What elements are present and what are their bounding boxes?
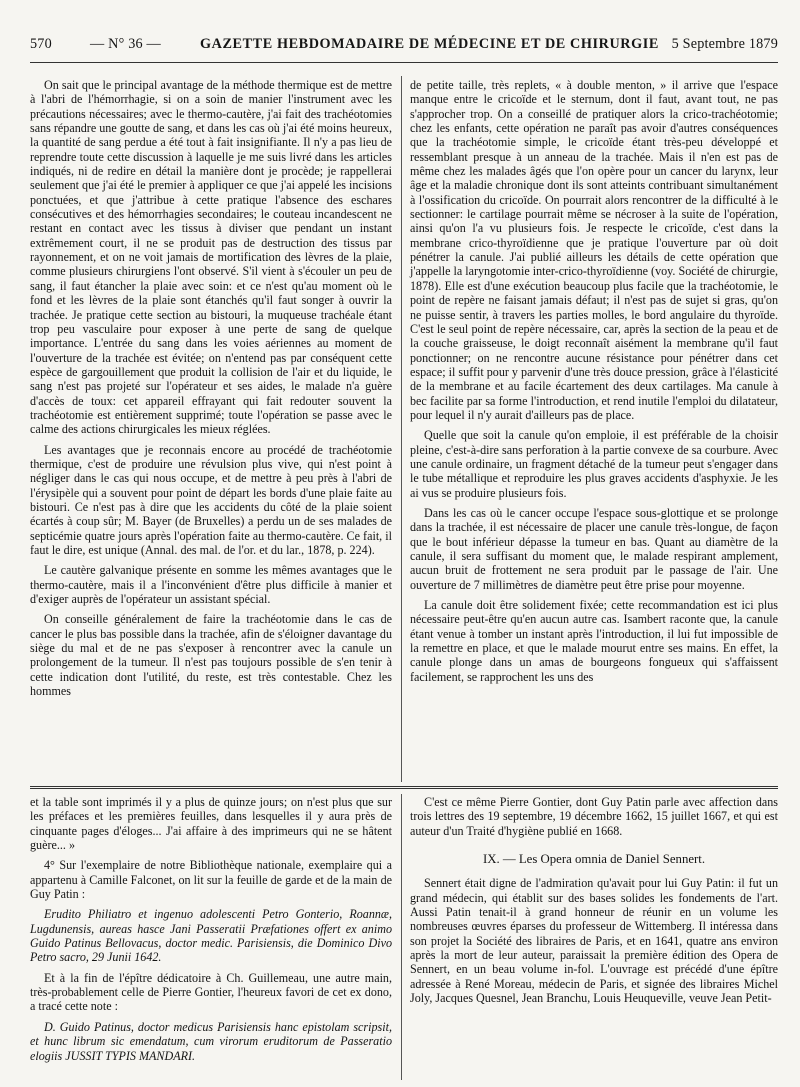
paragraph: Les avantages que je reconnais encore au procédé de trachéotomie thermique, c'est de produire une révulsion plus vive, qui n'est point à négliger dans le cas qui nous occupe, et de mettre à peu près à l'abri de l'érysipèle qui a souvent pour point de départ les bords d'une plaie faite au bistouri. Ce n'est pas à dire que les accidents du côté de la plaie soient écartés à coup sûr; M. Bayer (de Bruxelles) a perdu un de ses malades de septicémie quatre jours après l'opération faite au thermo-cautère. Ce fait, il faut le dire, est unique (Annal. des mal. de l'or. et du lar., 1878, p. 224). xyxy=(30,442,392,557)
paragraph: de petite taille, très replets, « à double menton, » il arrive que l'espace manque entre le cricoïde et le sternum, dont il faut, avant tout, ne pas s'approcher trop. On a conseillé de pratiquer alors la crico-trachéotomie; chez les enfants, cette opération ne paraît pas avoir d'autres conséquences que la trachéotomie simple, le cricoïde étant très-peu développé et ressemblant presque à un anneau de la trachée. Mais il n'en est pas de même chez les malades âgés que l'on opère pour un cancer du larynx, leur âge et la maladie chronique dont ils sont atteints contribuant simultanément à l'ossification du cricoïde. On pourrait alors rencontrer de la difficulté à le sectionner: le cartilage pourrait même se nécroser à la suite de l'opération, ainsi qu'on l'a vu plusieurs fois. Je respecte le cricoïde, c'est dans la membrane crico-thyroïdienne que je pratique l'ouverture par où doit pénétrer la canule. J'ai publié ailleurs les détails de cette opération que j'appelle la laryngotomie inter-crico-thyroïdienne (voy. Société de chirurgie, 1878). Elle est d'une exécution beaucoup plus facile que la trachéotomie, le point de repère ne faisant jamais défaut; il n'est pas de sujet si gras, qu'on ne puisse sentir, à travers les parties molles, le bord angulaire du thyroïde. C'est le seul point de repère nécessaire, car, après la section de la peau et de la couche graisseuse, le doigt reconnaît aisément la membrane qu'il faut ponctionner; on ne rencontre aucune résistance pour pénétrer dans cet espace; il suffit pour y parvenir d'une très douce pression, grâce à l'élasticité de la membrane et au facile écartement des deux cartilages. Ma canule à bec facilite par sa forme l'introduction, et rend inutile l'emploi du dilatateur, pour lequel il n'y aurait d'ailleurs pas de place. xyxy=(410,78,778,422)
paragraph: 4° Sur l'exemplaire de notre Bibliothèque nationale, exemplaire qui a appartenu à Camille Falconet, on lit sur la feuille de garde et de la main de Guy Patin : xyxy=(30,858,392,902)
page-number: 570 xyxy=(30,36,52,52)
feuilleton-separator xyxy=(30,786,778,789)
journal-title: GAZETTE HEBDOMADAIRE DE MÉDECINE ET DE CHIRURGIE xyxy=(200,36,659,52)
article-column-left xyxy=(30,78,392,698)
column-divider-top xyxy=(401,76,402,782)
issue-number: — N° 36 — xyxy=(90,36,161,52)
paragraph: Quelle que soit la canule qu'on emploie, il est préférable de la choisir pleine, c'est-à-dire sans perforation à la partie convexe de sa courbure. Avec une canule ordinaire, un fragment détaché de la tumeur peut s'engager dans le tube métallique et reproduire les plus graves accidents d'asphyxie. Je les ai vus se produire plusieurs fois. xyxy=(410,428,778,500)
column-divider-bottom xyxy=(401,794,402,1080)
paragraph: Le cautère galvanique présente en somme les mêmes avantages que le thermo-cautère, mais il a l'inconvénient d'être plus difficile à manier et d'exiger auprès de l'opérateur un assistant spécial. xyxy=(30,563,392,607)
feuilleton-column-right xyxy=(410,795,778,1005)
article-column-right xyxy=(410,78,778,684)
running-header xyxy=(30,36,778,58)
paragraph: La canule doit être solidement fixée; cette recommandation est ici plus nécessaire peut-être qu'en aucun autre cas. Isambert raconte que, la canule étant venue à tomber un instant après l'introduction, il lui fut impossible de la remettre en place, et que le malade mourut entre ses mains. En effet, la canule plonge dans un amas de bourgeons fongueux qui s'affaissent facilement, se rapprochent les uns des xyxy=(410,598,778,684)
paragraph: On sait que le principal avantage de la méthode thermique est de mettre à l'abri de l'hémorrhagie, si on a soin de manier l'instrument avec les précautions nécessaires; avec le thermo-cautère, j'ai fait des trachéotomies sans répandre une goutte de sang, et dans les cas où j'ai été moins heureux, la quantité de sang perdue a été tout à fait insignifiante. Il n'y a pas lieu de reprendre toute cette discussion à laquelle je me suis livré dans les articles indiqués, ni de redire en détail la manière dont je procède; je rappellerai seulement que j'ai été le premier à appliquer ce que j'ai appelé les incisions ponctuées, et que j'attribue à cette pratique l'absence des eschares consécutives et des hémorrhagies secondaires; le couteau incandescent ne restant en contact avec les tissus à diviser que pendant un instant extrêmement court, il ne se produit pas de destruction des tissus par rayonnement, et on ne voit jamais de mortification des lèvres de la plaie, comme plusieurs chirurgiens l'ont observé. S'il vient à s'écouler un peu de sang, il faut étancher la plaie avec soin: et ce n'est qu'au moment où le fond et les lèvres de la plaie sont étanchés qu'il faut songer à ouvrir la trachée. Je pratique cette section au bistouri, la muqueuse trachéale étant trop peu vasculaire pour exposer à une perte de sang de quelque importance. L'entrée du sang dans les voies aériennes au moment de l'ouverture de la trachée est évitée; on n'entend pas par conséquent cette espèce de gargouillement que produit la collision de l'air et du liquide, le sang n'est pas projeté sur l'opérateur et ses aides, le malade n'a guère d'accès de toux: cet appareil effrayant qui fait redouter souvent la trachéotomie est entièrement supprimé; toute l'opération se passe avec le calme des actions chirurgicales les mieux réglées. xyxy=(30,78,392,437)
paragraph: Et à la fin de l'épître dédicatoire à Ch. Guillemeau, une autre main, très-probablement celle de Pierre Gontier, l'heureux favori de cet ex dono, a tracé cette note : xyxy=(30,970,392,1014)
latin-note: D. Guido Patinus, doctor medicus Parisiensis hanc epistolam scripsit, et hunc librum sic emendatum, cum virorum eruditorum de Passeratio elogiis JUSSIT TYPIS MANDARI. xyxy=(30,1019,392,1063)
latin-dedication: Erudito Philiatro et ingenuo adolescenti Petro Gonterio, Roannæ, Lugdunensis, aureas hasce Jani Passeratii Præfationes offert ex animo Guido Patinus Bellovacus, doctor medic. Parisiensis, die Dominico Divo Petro sacro, 29 Junii 1642. xyxy=(30,907,392,965)
paragraph: et la table sont imprimés il y a plus de quinze jours; on n'est plus que sur les préfaces et les premières feuilles, dans lesquelles il y aura près de cinquante pages d'éloges... J'ai affaire à des imprimeurs qui ne se hâtent guère... » xyxy=(30,795,392,853)
feuilleton-column-left xyxy=(30,795,392,1063)
paragraph: C'est ce même Pierre Gontier, dont Guy Patin parle avec affection dans trois lettres des 19 septembre, 19 décembre 1662, 15 juillet 1667, et qui est auteur d'un Traité d'hygiène publié en 1668. xyxy=(410,795,778,838)
paragraph: On conseille généralement de faire la trachéotomie dans le cas de cancer le plus bas possible dans la trachée, afin de s'éloigner davantage du siège du mal et de ne pas s'exposer à rencontrer avec la canule un prolongement de la tumeur. Il n'est pas toujours possible de s'en tenir à cette indication dont l'utilité, du reste, est très contestable. Chez les hommes xyxy=(30,612,392,699)
paragraph: Sennert était digne de l'admiration qu'avait pour lui Guy Patin: il fut un grand médecin, qui établit sur des bases solides les fondements de l'art. Aussi Patin tenait-il à grand honneur de réunir en un volume les nombreuses œuvres éparses du professeur de Wittemberg. Il intéressa dans son projet la Société des libraires de Paris, et en 1641, quatre ans environ après la mort de leur auteur, paraissait la première édition des Opera de Sennert, en un beau volume in-fol. L'ouvrage est précédé d'une épître adressée à René Moreau, médecin de Paris, et signée des libraires Michel Joly, Jacques Quesnel, Jean Branchu, Louis Heuqueville, veuve Jean Petit- xyxy=(410,876,778,1006)
paragraph: Dans les cas où le cancer occupe l'espace sous-glottique et se prolonge dans la trachée, il est nécessaire de placer une canule très-longue, de façon que le bout inférieur dépasse la tumeur en bas. Quant au diamètre de la canule, il sera suffisant du moment que, le malade respirant amplement, aucun bruit de frottement ne sera produit par le passage de l'air. Une ouverture de 7 millimètres de diamètre peut être prise pour moyenne. xyxy=(410,505,778,592)
section-heading: IX. — Les Opera omnia de Daniel Sennert. xyxy=(482,852,706,867)
issue-date: 5 Septembre 1879 xyxy=(671,36,778,52)
header-rule xyxy=(30,62,778,63)
